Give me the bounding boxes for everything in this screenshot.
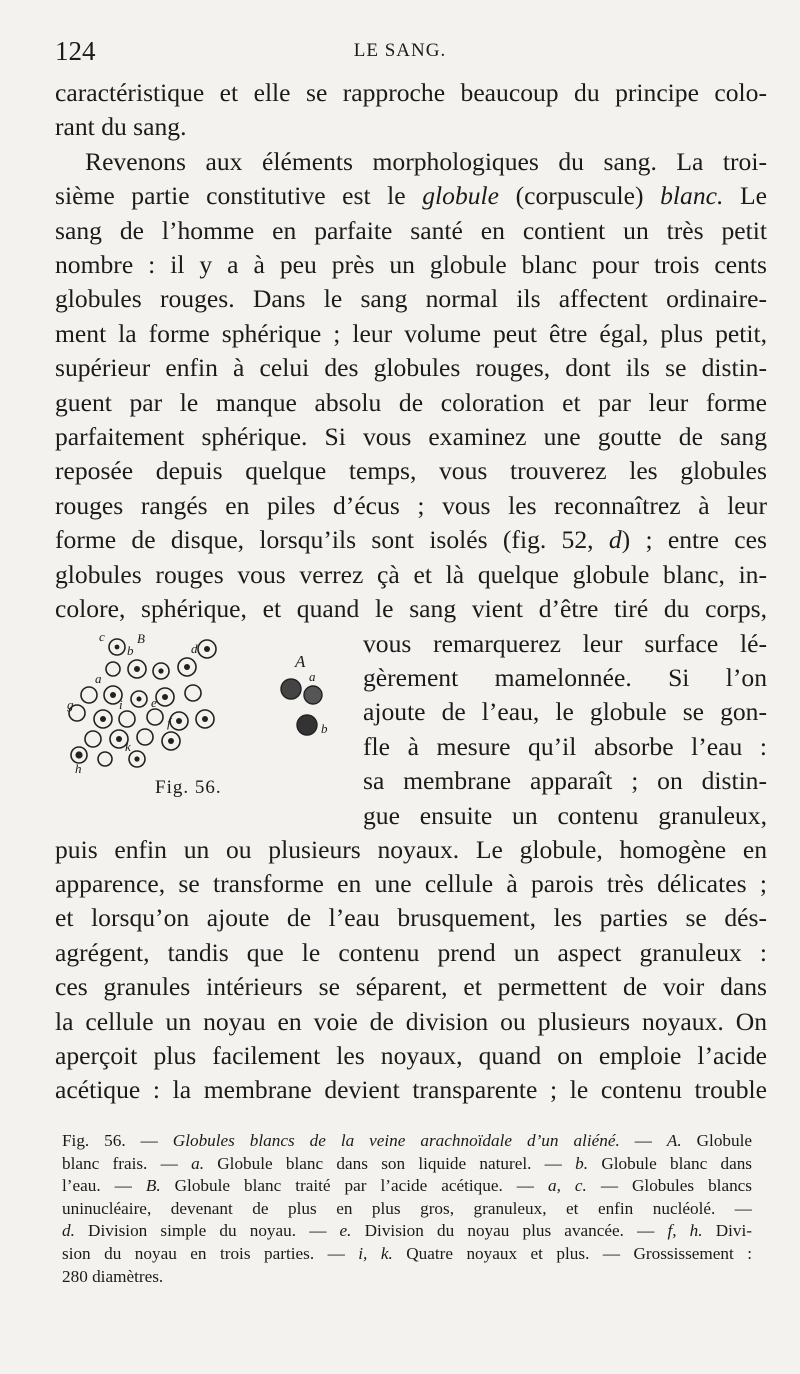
page-number: 124 xyxy=(55,36,96,66)
cell-group-b xyxy=(69,639,216,767)
white-cell xyxy=(147,709,163,725)
caption-line: d. Division simple du noyau. — e. Division du noyau plus avancée. — f, h. Divi- xyxy=(62,1221,752,1241)
caption-line: sion du noyau en trois parties. — i, k. Quatre noyaux et plus. — Grossissement : xyxy=(62,1243,753,1263)
text-line: nombre : il y a à peu près un globule blanc pour trois cents xyxy=(55,250,767,280)
text-line: Revenons aux éléments morphologiques du sang. La troi- xyxy=(85,146,767,176)
text-line: ment la forme sphérique ; leur volume peut être égal, plus petit, xyxy=(55,318,767,348)
caption-line: Fig. 56. — Globules blancs de la veine arachnoïdale d’un aliéné. — A. Globule xyxy=(62,1131,753,1150)
running-title: LE SANG. xyxy=(353,40,447,61)
figure-letter: c xyxy=(99,628,105,644)
text-line: et lorsqu’on ajoute de l’eau brusquement, les parties se dés- xyxy=(55,903,767,933)
text-line: agrégent, tandis que le contenu prend un aspect granuleux : xyxy=(55,937,767,967)
white-cell xyxy=(98,752,112,766)
figure-letter: b xyxy=(127,642,134,658)
cell-group-a xyxy=(281,679,322,735)
figure-letter: a xyxy=(309,668,316,684)
text-line: supérieur enfin à celui des globules rouges, dont ils se distin- xyxy=(55,353,767,383)
text-line: sa membrane apparaît ; on distin- xyxy=(363,766,767,796)
figure-caption xyxy=(62,1130,752,1288)
figure-letter: e xyxy=(151,694,157,710)
figure-label: Fig. 56. xyxy=(155,776,222,798)
figure-letter: A xyxy=(295,651,306,671)
text-line: sième partie constitutive est le globule (corpuscule) blanc. Le xyxy=(55,181,767,211)
text-line: parfaitement sphérique. Si vous examinez une goutte de sang xyxy=(55,422,767,452)
text-line: gèrement mamelonnée. Si l’on xyxy=(363,662,767,692)
text-line: reposée depuis quelque temps, vous trouverez les globules xyxy=(55,456,767,486)
caption-line: uninucléaire, devenant de plus en plus gros, granuleux, et enfin nucléolé. — xyxy=(62,1198,752,1218)
text-line: la cellule un noyau en voie de division ou plusieurs noyaux. On xyxy=(55,1006,767,1036)
text-line: acétique : la membrane devient transparente ; le contenu trouble xyxy=(55,1075,767,1105)
figure-letter: g xyxy=(67,696,74,712)
figure-block xyxy=(55,627,767,833)
white-cell xyxy=(137,729,153,745)
text-line: rouges rangés en piles d’écus ; vous les reconnaîtrez à leur xyxy=(55,490,767,520)
text-line: fle à mesure qu’il absorbe l’eau : xyxy=(363,731,767,761)
page-header xyxy=(55,36,745,68)
text-line: colore, sphérique, et quand le sang vient d’être tiré du corps, xyxy=(55,594,767,624)
figure-letter: B xyxy=(137,630,145,646)
figure-letter: d xyxy=(191,640,198,656)
figure-letter: f xyxy=(167,714,171,730)
text-line: caractéristique et elle se rapproche beaucoup du principe colo- xyxy=(55,78,767,107)
figure-letter: h xyxy=(75,760,82,776)
text-line: forme de disque, lorsqu’ils sont isolés (fig. 52, d) ; entre ces xyxy=(55,525,767,555)
white-cell xyxy=(185,685,201,701)
text-line: gue ensuite un contenu granuleux, xyxy=(363,800,767,830)
text-line: globules rouges vous verrez çà et là quelque globule blanc, in- xyxy=(55,559,767,589)
text-line: guent par le manque absolu de coloration et par leur forme xyxy=(55,387,767,417)
white-cell xyxy=(106,662,120,676)
text-line: ces granules intérieurs se séparent, et permettent de voir dans xyxy=(55,972,767,1002)
text-line: globules rouges. Dans le sang normal ils affectent ordinaire- xyxy=(55,284,767,314)
white-cell xyxy=(119,711,135,727)
text-line: rant du sang. xyxy=(55,112,187,142)
figure-letter: b xyxy=(321,720,328,736)
caption-line: blanc frais. — a. Globule blanc dans son liquide naturel. — b. Globule blanc dans xyxy=(62,1153,752,1173)
figure-side-text xyxy=(363,627,767,833)
text-line: apparence, se transforme en une cellule à parois très délicates ; xyxy=(55,868,767,898)
figure-letter: i xyxy=(119,696,123,712)
figure-letter: k xyxy=(125,738,131,754)
text-line: puis enfin un ou plusieurs noyaux. Le globule, homogène en xyxy=(55,834,767,864)
text-line: ajoute de l’eau, le globule se gon- xyxy=(363,697,767,727)
text-line: sang de l’homme en parfaite santé en contient un très petit xyxy=(55,215,767,245)
caption-line: 280 diamètres. xyxy=(62,1266,164,1286)
text-line: vous remarquerez leur surface lé- xyxy=(363,628,767,658)
body-text xyxy=(55,76,767,1108)
white-cell xyxy=(85,731,101,747)
figure-letter: a xyxy=(95,670,102,686)
white-cell xyxy=(81,687,97,703)
text-line: aperçoit plus facilement les noyaux, quand on emploie l’acide xyxy=(55,1040,767,1070)
caption-line: l’eau. — B. Globule blanc traité par l’acide acétique. — a, c. — Globules blancs xyxy=(62,1176,752,1196)
